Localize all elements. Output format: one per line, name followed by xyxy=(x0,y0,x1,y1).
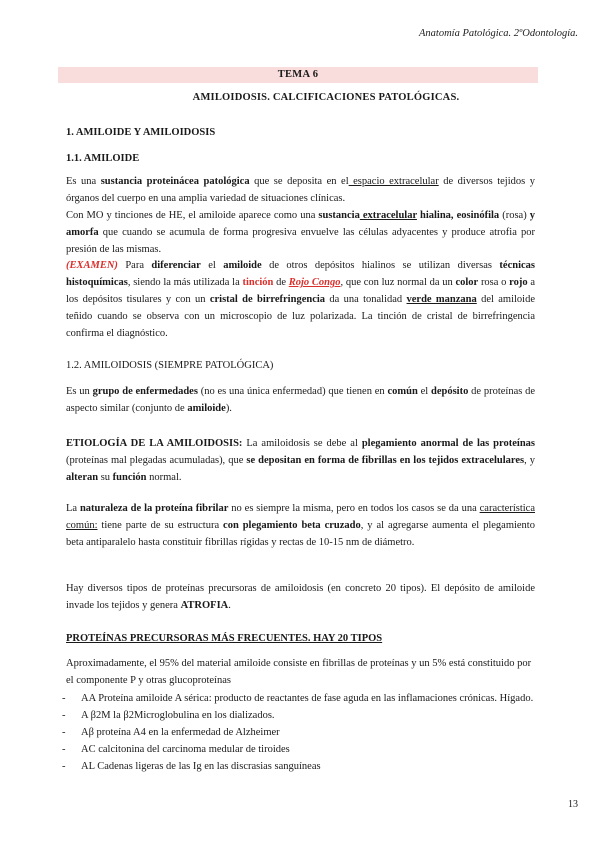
list-item: - AA Proteína amiloide A sérica: producto de reactantes de fase aguda en las inflamaciones crónicas. Hígado. xyxy=(62,690,535,707)
paragraph-tipos: Hay diversos tipos de proteínas precursoras de amiloidosis (en concreto 20 tipos). El depósito de amiloide invade los tejidos y genera ATROFIA. xyxy=(66,583,535,611)
precursor-list xyxy=(62,690,535,775)
paragraph-amiloidosis-def: Es un grupo de enfermedades (no es una única enfermedad) que tienen en común el depósito de proteínas de aspecto similar (conjunto de amiloide). xyxy=(66,386,536,414)
list-item: - Aβ proteína A4 en la enfermedad de Alzheimer xyxy=(62,724,535,741)
paragraph-etiologia: ETIOLOGÍA DE LA AMILOIDOSIS: La amiloidosis se debe al plegamiento anormal de las proteínas (proteínas mal plegadas acumuladas), que se depositan en forma de fibrillas en los tejidos extracelulares, y alteran su función normal. xyxy=(66,438,535,483)
section-1-1-heading: 1.1. AMILOIDE xyxy=(66,153,140,164)
page-number: 13 xyxy=(568,799,578,810)
exam-tag: (EXAMEN) xyxy=(66,260,118,271)
subtitle: AMILOIDOSIS. CALCIFICACIONES PATOLÓGICAS. xyxy=(192,92,460,103)
paragraph-amiloide-mo: Con MO y tinciones de HE, el amiloide aparece como una sustancia extracelular hialina, eosinófila (rosa) y amorfa que cuando se acumula de forma progresiva envuelve las células adyacentes y produce atrofia por presión de las mismas. xyxy=(66,210,536,255)
section-precursoras-heading: PROTEÍNAS PRECURSORAS MÁS FRECUENTES. HAY 20 TIPOS xyxy=(66,633,383,644)
tema-title: TEMA 6 xyxy=(277,69,319,80)
list-item: - AC calcitonina del carcinoma medular de tiroides xyxy=(62,741,535,758)
running-header: Anatomía Patológica. 2ºOdontología. xyxy=(419,28,578,39)
list-item: - AL Cadenas ligeras de las Ig en las discrasias sanguíneas xyxy=(62,758,535,775)
paragraph-proteina-fibrilar: La naturaleza de la proteína fibrilar no es siempre la misma, pero en todos los casos se da una característica común: tiene parte de su estructura con plegamiento beta cruzado, y al agregarse aumenta el plegamiento beta antiparalelo hasta constituir fibrillas rígidas y rectas de 10-15 nm de diámetro. xyxy=(66,503,535,548)
list-item: - A β2M la β2Microglobulina en los dializados. xyxy=(62,707,535,724)
section-1-2-heading: 1.2. AMILOIDOSIS (SIEMPRE PATOLÓGICA) xyxy=(66,360,274,371)
paragraph-rojo-congo: (EXAMEN) Para diferenciar el amiloide de otros depósitos hialinos se utilizan diversas técnicas histoquímicas, siendo la más utilizada la tinción de Rojo Congo, que con luz normal da un color rosa o rojo a los depósitos tisulares y con un cristal de birrefringencia da una tonalidad verde manzana del amiloide teñido cuando se observa con un microscopio de luz polarizada. La tinción de cristal de birrefringencia confirma el diagnóstico. xyxy=(66,260,535,339)
paragraph-amiloide-def: Es una sustancia proteinácea patológica que se deposita en el espacio extracelular de diversos tejidos y órganos del cuerpo en una amplia variedad de situaciones clínicas. xyxy=(66,176,535,204)
title-band xyxy=(58,67,538,83)
paragraph-composicion: Aproximadamente, el 95% del material amiloide consiste en fibrillas de proteínas y un 5% está constituido por el componente P y otras glucoproteínas xyxy=(66,658,532,686)
section-1-heading: 1. AMILOIDE Y AMILOIDOSIS xyxy=(66,127,216,138)
